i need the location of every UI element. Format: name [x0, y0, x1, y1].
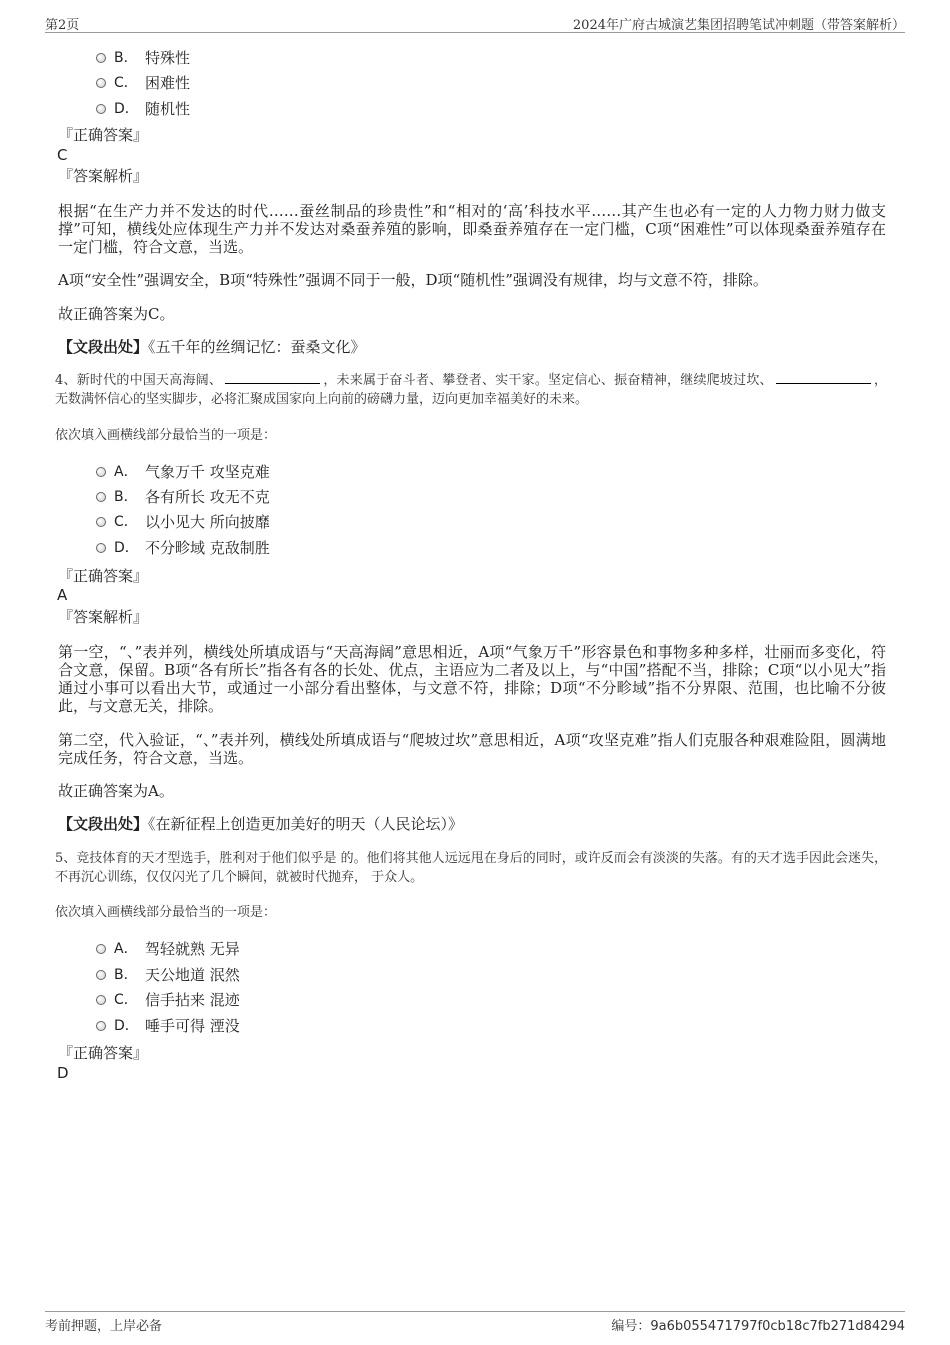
source-tag: 【文段出处】	[58, 815, 149, 833]
radio-button-icon[interactable]	[96, 970, 106, 980]
fill-blank-2	[776, 371, 871, 384]
q4-source	[58, 814, 463, 834]
q3-correct-answer-label: 『正确答案』	[58, 126, 149, 144]
radio-button-icon[interactable]	[96, 944, 106, 954]
q3-analysis-paragraph-1: 根据“在生产力并不发达的时代……蚕丝制品的珍贵性”和“相对的‘高’科技水平……其产生也必有一定的人力物力财力做支撑”可知，横线处应体现生产力并不发达对桑蚕养殖的影响，即桑蚕养殖存在一定门槛，C项“困难性”可以体现桑蚕养殖存在一定门槛，符合文意，当选。	[58, 202, 886, 256]
q4-correct-answer-label: 『正确答案』	[58, 567, 149, 585]
q5-stem: 5、竞技体育的天才型选手，胜利对于他们似乎是 的。他们将其他人远远甩在身后的同时，或许反而会有淡淡的失落。有的天才选手因此会迷失，不再沉心训练，仅仅闪光了几个瞬间，就被时代抛弃， 于众人。	[55, 851, 887, 885]
radio-button-icon[interactable]	[96, 78, 106, 88]
q3-source	[58, 337, 366, 357]
footer-slogan: 考前押题，上岸必备	[45, 1319, 163, 1334]
q4-analysis-paragraph-2: 第二空，代入验证，“、”表并列，横线处所填成语与“爬坡过坎”意思相近，A项“攻坚克难”指人们克服各种艰难险阻，圆满地完成任务，符合文意，当选。	[58, 731, 886, 767]
q3-analysis-paragraph-2: A项“安全性”强调安全，B项“特殊性”强调不同于一般，D项“随机性”强调没有规律，均与文意不符，排除。	[58, 271, 768, 289]
document-code: 9a6b055471797f0cb18c7fb271d84294	[650, 1319, 905, 1334]
q4-stem: 4、新时代的中国天高海阔、 ，未来属于奋斗者、攀登者、实干家。坚定信心、振奋精神，继续爬坡过坎、 ，无数满怀信心的坚实脚步，必将汇聚成国家向上向前的磅礴力量，迈向更加幸福美好的未来。	[55, 373, 887, 407]
q3-analysis-label: 『答案解析』	[58, 167, 149, 185]
page-number: 第2页	[45, 18, 80, 33]
q5-instruction: 依次填入画横线部分最恰当的一项是：	[55, 905, 277, 920]
source-title: 《在新征程上创造更加美好的明天（人民论坛）》	[148, 815, 464, 833]
q5-answer: D	[57, 1064, 69, 1082]
q3-analysis-paragraph-3: 故正确答案为C。	[58, 305, 175, 323]
q4-analysis-paragraph-1: 第一空，“、”表并列，横线处所填成语与“天高海阔”意思相近，A项“气象万千”形容景色和事物多种多样，壮丽而多变化，符合文意，保留。B项“各有所长”指各有各的长处、优点，主语应为二者及以上，与“中国”搭配不当，排除；C项“以小见大”指通过小事可以看出大节，或通过一小部分看出整体，与文意不符，排除；D项“不分畛域”指不分界限、范围，也比喻不分彼此，与文意无关，排除。	[58, 643, 886, 715]
document-id: 编号：9a6b055471797f0cb18c7fb271d84294	[611, 1319, 905, 1334]
q4-analysis-paragraph-3: 故正确答案为A。	[58, 782, 174, 800]
q4-instruction: 依次填入画横线部分最恰当的一项是：	[55, 428, 277, 443]
question-number: 5、	[55, 851, 77, 866]
q4-analysis-label: 『答案解析』	[58, 608, 149, 626]
page-footer	[45, 1311, 905, 1333]
q4-answer: A	[57, 586, 68, 604]
question-number: 4、	[55, 373, 77, 388]
page-header	[45, 14, 905, 33]
radio-button-icon[interactable]	[96, 53, 106, 63]
fill-blank-1	[225, 371, 320, 384]
radio-button-icon[interactable]	[96, 492, 106, 502]
q5-correct-answer-label: 『正确答案』	[58, 1044, 149, 1062]
radio-button-icon[interactable]	[96, 104, 106, 114]
q3-answer: C	[57, 146, 68, 164]
radio-button-icon[interactable]	[96, 543, 106, 553]
source-tag: 【文段出处】	[58, 338, 149, 356]
radio-button-icon[interactable]	[96, 517, 106, 527]
radio-button-icon[interactable]	[96, 467, 106, 477]
radio-button-icon[interactable]	[96, 1021, 106, 1031]
source-title: 《五千年的丝绸记忆：蚕桑文化》	[148, 338, 366, 356]
document-title: 2024年广府古城演艺集团招聘笔试冲刺题（带答案解析）	[572, 18, 905, 33]
radio-button-icon[interactable]	[96, 995, 106, 1005]
